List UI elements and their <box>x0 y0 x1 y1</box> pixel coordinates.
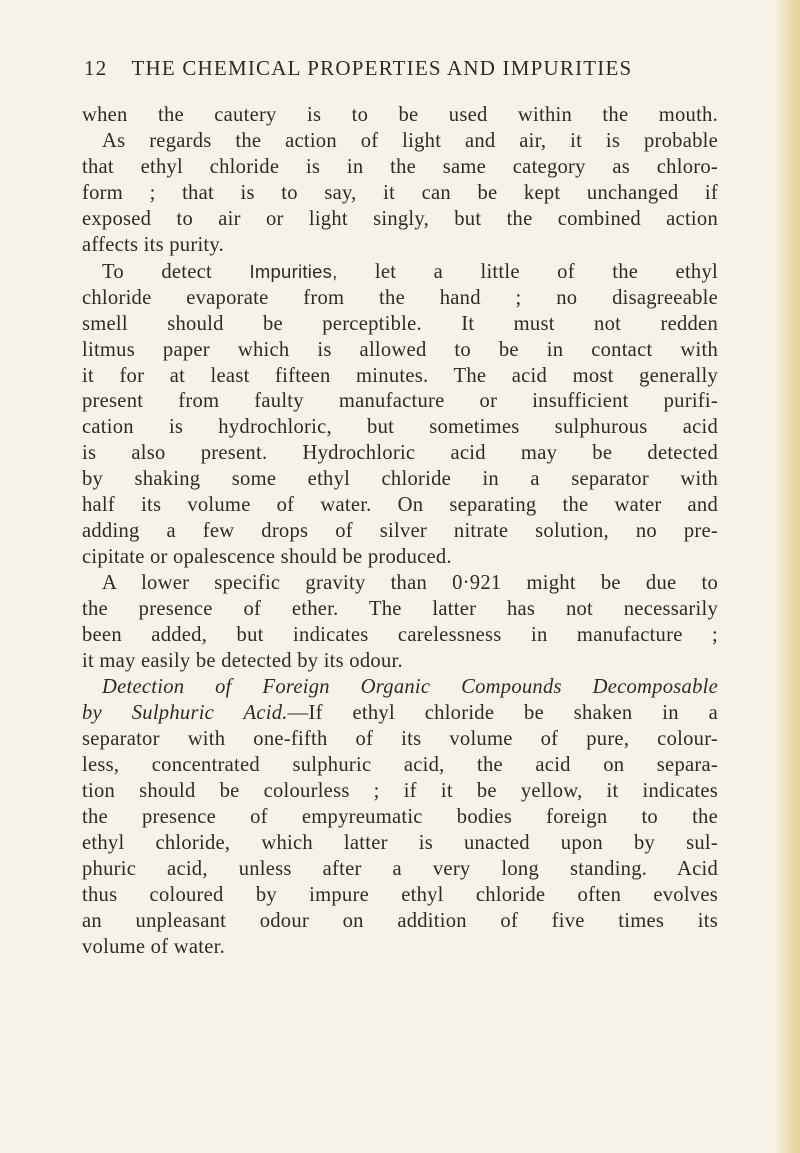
text-line: chloride evaporate from the hand ; no disagreeable <box>82 286 718 309</box>
text-line: by shaking some ethyl chloride in a separator with <box>82 468 718 491</box>
text-line: cipitate or opalescence should be produced. <box>82 546 452 569</box>
text-line: less, concentrated sulphuric acid, the acid on separa- <box>82 753 718 776</box>
text-line: separator with one-fifth of its volume of pure, colour- <box>82 727 718 750</box>
text-line: half its volume of water. On separating the water and <box>82 494 718 517</box>
section-heading-end: by Sulphuric Acid. <box>82 701 288 724</box>
section-heading-line: Detection of Foreign Organic Compounds Decomposable <box>102 675 718 698</box>
text-line: when the cautery is to be used within the mouth. <box>82 104 718 126</box>
text-line: thus coloured by impure ethyl chloride often evolves <box>82 883 718 906</box>
text-line: it may easily be detected by its odour. <box>82 650 403 673</box>
text-line: been added, but indicates carelessness in manufacture ; <box>82 624 718 647</box>
text-line: is also present. Hydrochloric acid may be detected <box>82 442 718 465</box>
text-line: form ; that is to say, it can be kept unchanged if <box>82 181 718 204</box>
text-line: ethyl chloride, which latter is unacted upon by sul- <box>82 831 718 854</box>
text-run: —If ethyl chloride be shaken in a <box>287 701 718 724</box>
text-line: A lower specific gravity than 0·921 might be due to <box>102 572 718 595</box>
text-line: tion should be colourless ; if it be yellow, it indicates <box>82 779 718 802</box>
text-line: it for at least fifteen minutes. The acid most generally <box>82 364 718 387</box>
text-line: the presence of ether. The latter has not necessarily <box>82 598 718 621</box>
text-line: cation is hydrochloric, but sometimes sulphurous acid <box>82 416 718 439</box>
text-line: As regards the action of light and air, it is probable <box>102 129 718 152</box>
text-run: To detect <box>102 260 250 283</box>
chapter-title: THE CHEMICAL PROPERTIES AND IMPURITIES <box>131 56 633 80</box>
body-text <box>82 103 718 960</box>
text-line: volume of water. <box>82 935 225 958</box>
text-line: phuric acid, unless after a very long standing. Acid <box>82 857 718 880</box>
text-line: smell should be perceptible. It must not redden <box>82 312 718 335</box>
text-line: that ethyl chloride is in the same category as chloro- <box>82 155 718 178</box>
text-line: present from faulty manufacture or insufficient purifi- <box>82 390 718 413</box>
text-line <box>82 701 718 727</box>
text-line: adding a few drops of silver nitrate solution, no pre- <box>82 520 718 543</box>
running-head <box>84 56 724 81</box>
text-line: affects its purity. <box>82 233 225 256</box>
impurities-heading: Impurities, <box>249 260 338 282</box>
text-line: the presence of empyreumatic bodies foreign to the <box>82 805 718 828</box>
text-run: let a little of the ethyl <box>337 260 718 283</box>
text-line <box>82 259 718 286</box>
text-line: exposed to air or light singly, but the combined action <box>82 207 718 230</box>
page-edge-shading <box>774 0 800 1153</box>
page-number: 12 <box>84 56 108 80</box>
text-line: litmus paper which is allowed to be in contact with <box>82 338 718 361</box>
text-line: an unpleasant odour on addition of five times its <box>82 909 718 932</box>
